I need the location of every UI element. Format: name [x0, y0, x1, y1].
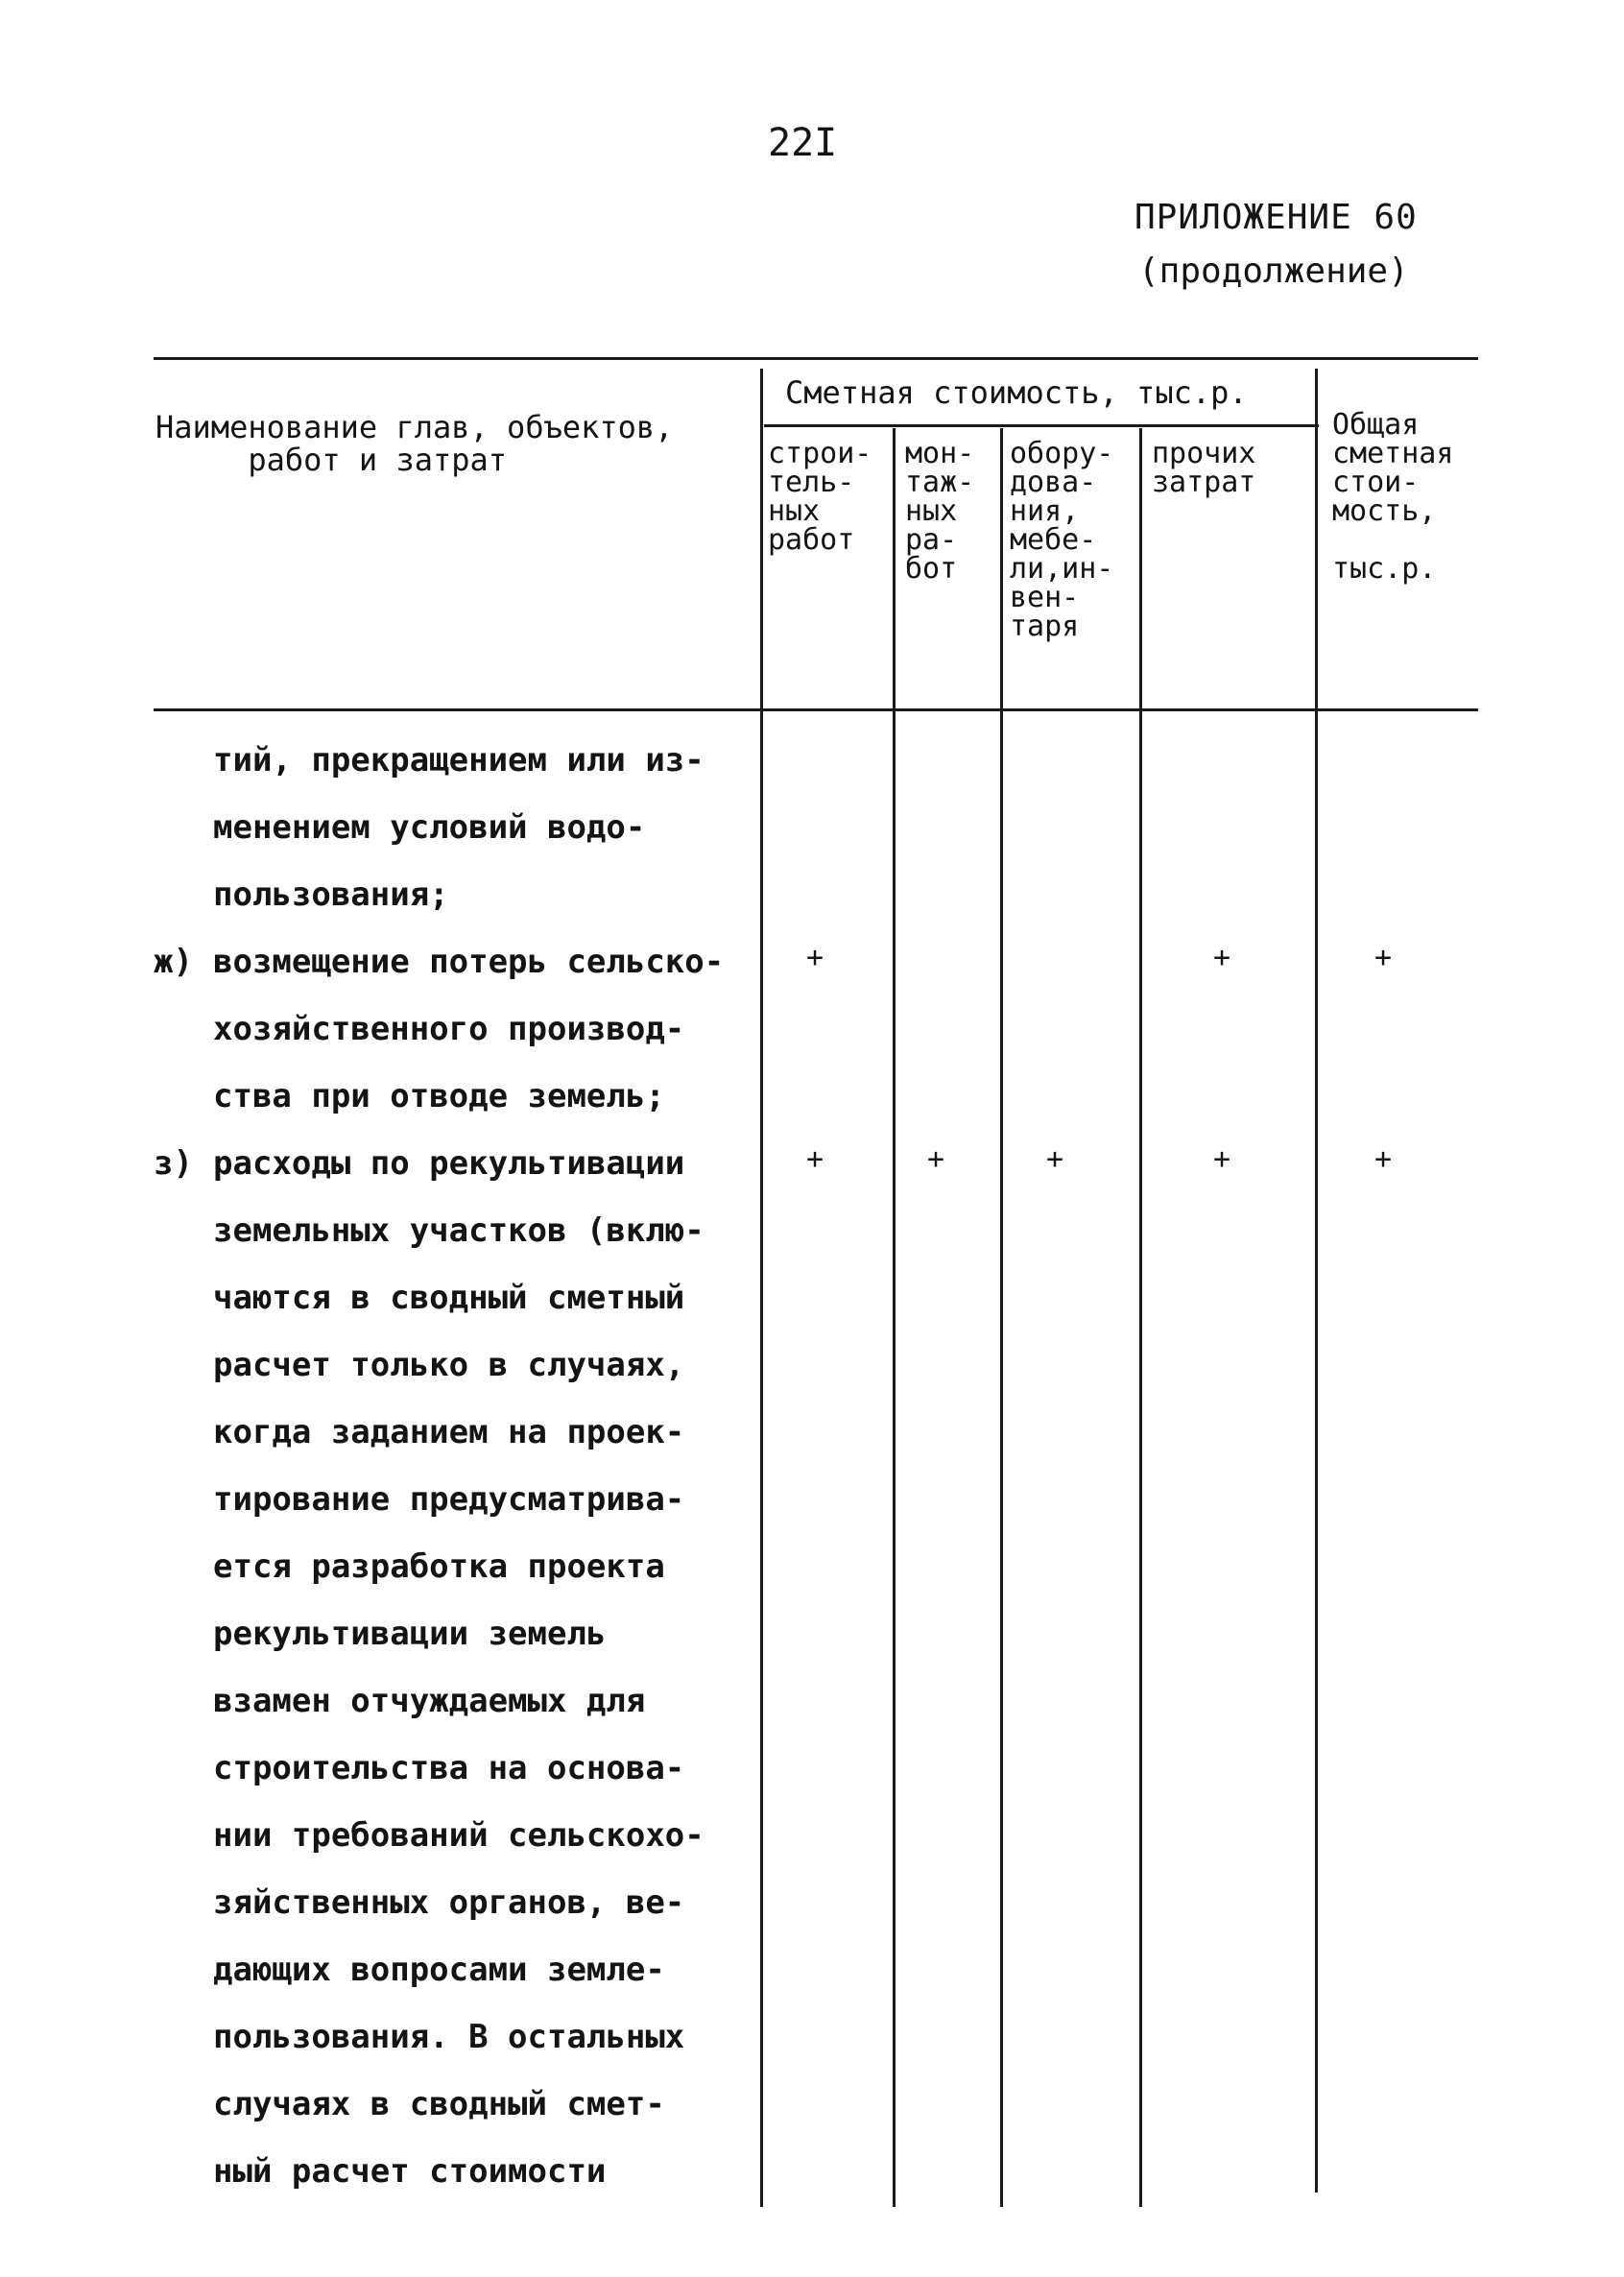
row-text: пользования. В остальных: [213, 2018, 685, 2056]
header-bottom-rule: [154, 708, 1478, 711]
sub-header-installation: мон- таж- ных ра- бот: [905, 437, 975, 586]
table-row: [0, 1463, 1624, 1530]
appendix-title: ПРИЛОЖЕНИЕ 60: [1134, 198, 1418, 237]
row-marker: з): [154, 1144, 193, 1183]
table-row: [0, 1194, 1624, 1261]
row-text: чаются в сводный сметный: [213, 1279, 685, 1317]
plus-mark: +: [1213, 1142, 1231, 1176]
row-text: ства при отводе земель;: [213, 1077, 665, 1115]
sub-header-equipment: обору- дова- ния, мебе- ли,ин- вен- таря: [1010, 437, 1114, 643]
table-row: [0, 1530, 1624, 1597]
group-header-cost: Сметная стоимость, тыс.р.: [785, 374, 1248, 411]
row-text: ется разработка проекта: [213, 1547, 665, 1586]
row-text: тирование предусматрива-: [213, 1480, 685, 1519]
table-row: [0, 2068, 1624, 2135]
row-text: когда заданием на проек-: [213, 1413, 685, 1451]
row-text: расчет только в случаях,: [213, 1346, 685, 1384]
plus-mark: +: [1213, 941, 1231, 974]
row-text: расходы по рекультивации: [213, 1144, 685, 1183]
sub-header-other: прочих затрат: [1152, 437, 1256, 499]
table-row: [0, 1396, 1624, 1463]
row-text: нии требований сельскохо-: [213, 1816, 705, 1855]
row-text: тий, прекращением или из-: [213, 741, 705, 779]
table-row: [0, 1866, 1624, 1933]
plus-mark: +: [1046, 1142, 1064, 1176]
plus-mark: +: [1374, 941, 1393, 974]
sub-header-construction: строи- тель- ных работ: [768, 437, 872, 557]
plus-mark: +: [1374, 1142, 1393, 1176]
row-text: ный расчет стоимости: [213, 2152, 607, 2191]
row-text: хозяйственного производ-: [213, 1010, 685, 1048]
table-row: [0, 993, 1624, 1060]
row-text: возмещение потерь сельско-: [213, 943, 725, 981]
row-text: менением условий водо-: [213, 808, 646, 847]
page-number: 22I: [768, 121, 838, 165]
plus-mark: +: [806, 1142, 824, 1176]
table-row: [0, 1060, 1624, 1127]
table-row: [0, 1732, 1624, 1799]
table-top-rule: [154, 357, 1478, 360]
col-header-total: Общая сметная стои- мость, тыс.р.: [1332, 408, 1454, 586]
table-row: [0, 925, 1624, 993]
row-text: зяйственных органов, ве-: [213, 1883, 685, 1922]
row-text: пользования;: [213, 875, 449, 914]
row-text: дающих вопросами земле-: [213, 1951, 665, 1989]
table-row: [0, 1261, 1624, 1329]
group-header-rule: [764, 424, 1319, 427]
row-text: взамен отчуждаемых для: [213, 1682, 646, 1720]
table-row: [0, 1665, 1624, 1732]
table-row: [0, 1799, 1624, 1866]
row-marker: ж): [154, 943, 193, 981]
plus-mark: +: [806, 941, 824, 974]
row-text: строительства на основа-: [213, 1749, 685, 1787]
row-text: случаях в сводный смет-: [213, 2085, 665, 2123]
table-row: [0, 791, 1624, 858]
row-text: рекультивации земель: [213, 1615, 607, 1653]
table-row: [0, 1329, 1624, 1396]
row-text: земельных участков (вклю-: [213, 1211, 705, 1250]
table-row: [0, 2135, 1624, 2202]
appendix-subtitle: (продолжение): [1138, 252, 1409, 291]
plus-mark: +: [927, 1142, 945, 1176]
table-row: [0, 724, 1624, 791]
table-row: [0, 858, 1624, 925]
col-header-name: Наименование глав, объектов, работ и затрат: [155, 409, 674, 478]
table-row: [0, 1933, 1624, 2001]
table-row: [0, 1127, 1624, 1194]
table-row: [0, 2001, 1624, 2068]
table-row: [0, 1597, 1624, 1665]
